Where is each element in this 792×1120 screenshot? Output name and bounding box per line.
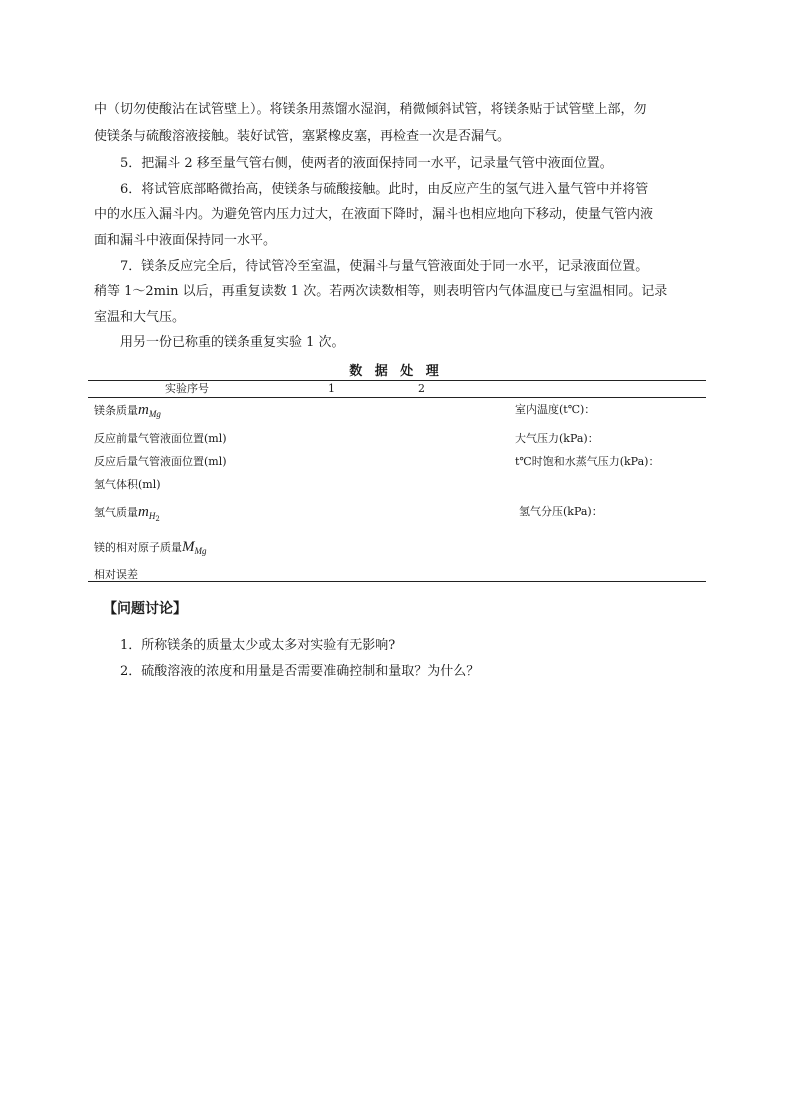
procedure-line-1: 中（切勿使酸沾在试管壁上）。将镁条用蒸馏水湿润，稍微倾斜试管，将镁条贴于试管壁上部，勿 bbox=[94, 102, 647, 117]
procedure-step-6-line-1: 6．将试管底部略微抬高，使镁条与硫酸接触。此时，由反应产生的氢气进入量气管中并将管 bbox=[120, 182, 649, 197]
procedure-step-7-line-1: 7．镁条反应完全后，待试管冷至室温，使漏斗与量气管液面处于同一水平，记录液面位置。 bbox=[120, 259, 649, 274]
discussion-question-1: 1．所称镁条的质量太少或太多对实验有无影响? bbox=[120, 638, 396, 653]
row-atomic-mass bbox=[94, 540, 207, 558]
procedure-line-2: 使镁条与硫酸溶液接触。装好试管，塞紧橡皮塞，再检查一次是否漏气。 bbox=[94, 129, 511, 144]
row-atomic-mass-label: 镁的相对原子质量 bbox=[94, 541, 182, 554]
discussion-question-2: 2．硫酸溶液的浓度和用量是否需要准确控制和量取？为什么？ bbox=[120, 664, 480, 679]
row-pos-after: 反应后量气管液面位置(ml) bbox=[94, 455, 227, 468]
row-atomic-mass-symbol: M bbox=[182, 539, 195, 555]
procedure-step-6-line-2: 中的水压入漏斗内。为避免管内压力过大，在液面下降时，漏斗也相应地向下移动，使量气管内液 bbox=[94, 207, 654, 222]
row-mg-mass-label: 镁条质量 bbox=[94, 404, 138, 417]
right-room-temp: 室内温度(t℃)： bbox=[515, 403, 596, 416]
right-vapor-pressure: t℃时饱和水蒸气压力(kPa)： bbox=[515, 455, 660, 468]
table-header-col-2: 2 bbox=[418, 382, 425, 395]
row-mg-mass-symbol: m bbox=[138, 402, 149, 418]
table-header-label: 实验序号 bbox=[165, 382, 209, 395]
row-h2-mass-subscript-2: 2 bbox=[155, 515, 160, 523]
discussion-heading: 【问题讨论】 bbox=[103, 601, 187, 617]
row-atomic-mass-subscript: Mg bbox=[194, 546, 207, 556]
row-h2-mass-subscript: H bbox=[148, 511, 156, 521]
row-pos-before: 反应前量气管液面位置(ml) bbox=[94, 432, 227, 445]
right-atm-pressure: 大气压力(kPa)： bbox=[515, 432, 599, 445]
procedure-step-7-line-2: 稍等 1～2min 以后，再重复读数 1 次。若两次读数相等，则表明管内气体温度已与室温相同。记录 bbox=[94, 284, 668, 299]
row-h2-mass-symbol: m bbox=[138, 504, 149, 520]
procedure-step-6-line-3: 面和漏斗中液面保持同一水平。 bbox=[94, 233, 277, 248]
procedure-repeat: 用另一份已称重的镁条重复实验 1 次。 bbox=[120, 335, 345, 350]
table-header-rule bbox=[88, 397, 706, 398]
row-relative-error: 相对误差 bbox=[94, 568, 138, 581]
row-mg-mass bbox=[94, 403, 161, 421]
procedure-step-7-line-3: 室温和大气压。 bbox=[94, 310, 186, 325]
procedure-step-5: 5．把漏斗 2 移至量气管右侧，使两者的液面保持同一水平，记录量气管中液面位置。 bbox=[120, 156, 613, 171]
table-bottom-rule bbox=[88, 581, 706, 582]
table-top-rule bbox=[88, 380, 706, 381]
right-h2-partial-pressure: 氢气分压(kPa)： bbox=[519, 505, 603, 518]
table-header-col-1: 1 bbox=[328, 382, 335, 395]
data-table-title: 数 据 处 理 bbox=[349, 364, 443, 379]
row-h2-volume: 氢气体积(ml) bbox=[94, 478, 161, 491]
row-h2-mass-label: 氢气质量 bbox=[94, 506, 138, 519]
row-mg-mass-subscript: Mg bbox=[148, 409, 161, 419]
row-h2-mass bbox=[94, 505, 160, 526]
